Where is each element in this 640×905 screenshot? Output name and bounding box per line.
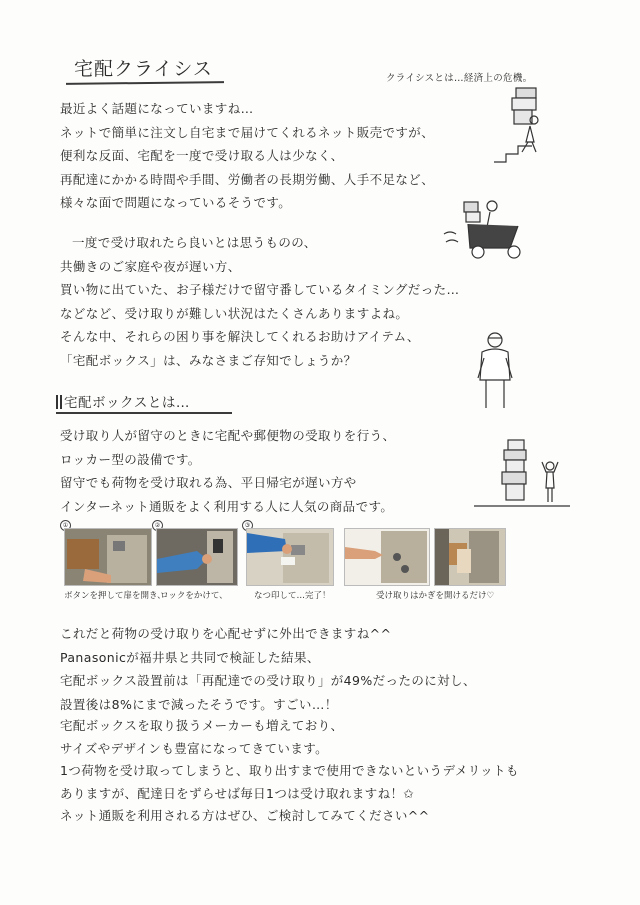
step4-photo <box>344 528 430 586</box>
text-line: 買い物に出ていた、お子様だけで留守番しているタイミングだった… <box>60 282 460 297</box>
box-definition-paragraph <box>60 424 395 518</box>
step-number-2: ② <box>152 520 163 531</box>
step-number-1: ① <box>60 520 71 531</box>
text-line: 一度で受け取れたら良いとは思うものの、 <box>72 235 317 250</box>
text-line: ネット通販を利用される方はぜひ、ご検討してみてください^^ <box>60 808 430 823</box>
text-line: 様々な面で問題になっているそうです。 <box>60 195 292 210</box>
person-back-view-illustration <box>470 330 520 412</box>
text-line: 便利な反面、宅配を一度で受け取る人は少なく、 <box>60 148 344 163</box>
person-carrying-boxes-stairs-illustration <box>492 86 562 164</box>
step3-caption: なつ印して…完了！ <box>254 591 331 601</box>
section-title-takuhai-box <box>56 391 190 411</box>
crisis-definition-note: クライシスとは…経済上の危機。 <box>386 73 533 84</box>
step4-caption: 受け取りはかぎを開けるだけ♡ <box>376 591 495 601</box>
step5-photo <box>434 528 506 586</box>
delivery-scooter-illustration <box>440 192 530 264</box>
text-line: 宅配ボックスを取り扱うメーカーも増えており、 <box>60 718 344 733</box>
text-line: ネットで簡単に注文し自宅まで届けてくれるネット販売ですが、 <box>60 124 435 140</box>
title-bar-mark <box>60 395 62 409</box>
text-line: 共働きのご家庭や夜が遅い方、 <box>60 258 241 274</box>
section-title-text: 宅配ボックスとは… <box>64 395 190 411</box>
intro-paragraph <box>60 97 434 215</box>
result-paragraph <box>60 622 476 716</box>
stacked-boxes-person-illustration <box>470 436 576 508</box>
text-line: インターネット通販をよく利用する人に人気の商品です。 <box>60 498 394 514</box>
step1-photo <box>64 528 152 586</box>
text-line: ロッカー型の設備です。 <box>60 451 201 467</box>
text-line: ありますが、配達日をずらせば毎日1つは受け取れますね！✩ <box>60 785 415 801</box>
text-line: などなど、受け取りが難しい状況はたくさんありますよね。 <box>60 305 409 321</box>
step-number-3: ③ <box>242 520 253 531</box>
text-line: そんな中、それらの困り事を解決してくれるお助けアイテム、 <box>60 329 420 344</box>
text-line: 受け取り人が留守のときに宅配や郵便物の受取りを行う、 <box>60 428 396 443</box>
text-line: 1つ荷物を受け取ってしまうと、取り出すまで使用できないというデメリットも <box>60 763 519 778</box>
step2-caption: ロックをかけて、 <box>160 591 228 601</box>
step3-photo <box>246 528 334 586</box>
section-title-takuhai-crisis: 宅配クライシス <box>74 58 213 80</box>
text-line: 「宅配ボックス」は、みなさまご存知でしょうか？ <box>60 352 357 368</box>
step1-caption: ボタンを押して扉を開き、 <box>64 591 166 601</box>
text-line: Panasonicが福井県と共同で検証した結果、 <box>60 649 320 665</box>
text-line: 最近よく話題になっていますね… <box>60 101 254 116</box>
text-line: 再配達にかかる時間や手間、労働者の長期労働、人手不足など、 <box>60 171 435 187</box>
closing-paragraph <box>60 715 519 828</box>
step2-photo <box>156 528 238 586</box>
title-underline <box>56 412 232 414</box>
title-bar-mark <box>56 395 58 409</box>
title-underline <box>66 81 224 85</box>
text-line: 留守でも荷物を受け取れる為、平日帰宅が遅い方や <box>60 475 357 490</box>
text-line: 宅配ボックス設置前は「再配達での受け取り」が49%だったのに対し、 <box>60 673 476 688</box>
text-line: サイズやデザインも豊富になってきています。 <box>60 740 329 756</box>
text-line: 設置後は8%にまで減ったそうです。すごい…！ <box>60 696 338 712</box>
text-line: これだと荷物の受け取りを心配せずに外出できますね^^ <box>60 626 392 641</box>
problem-paragraph <box>60 231 459 372</box>
